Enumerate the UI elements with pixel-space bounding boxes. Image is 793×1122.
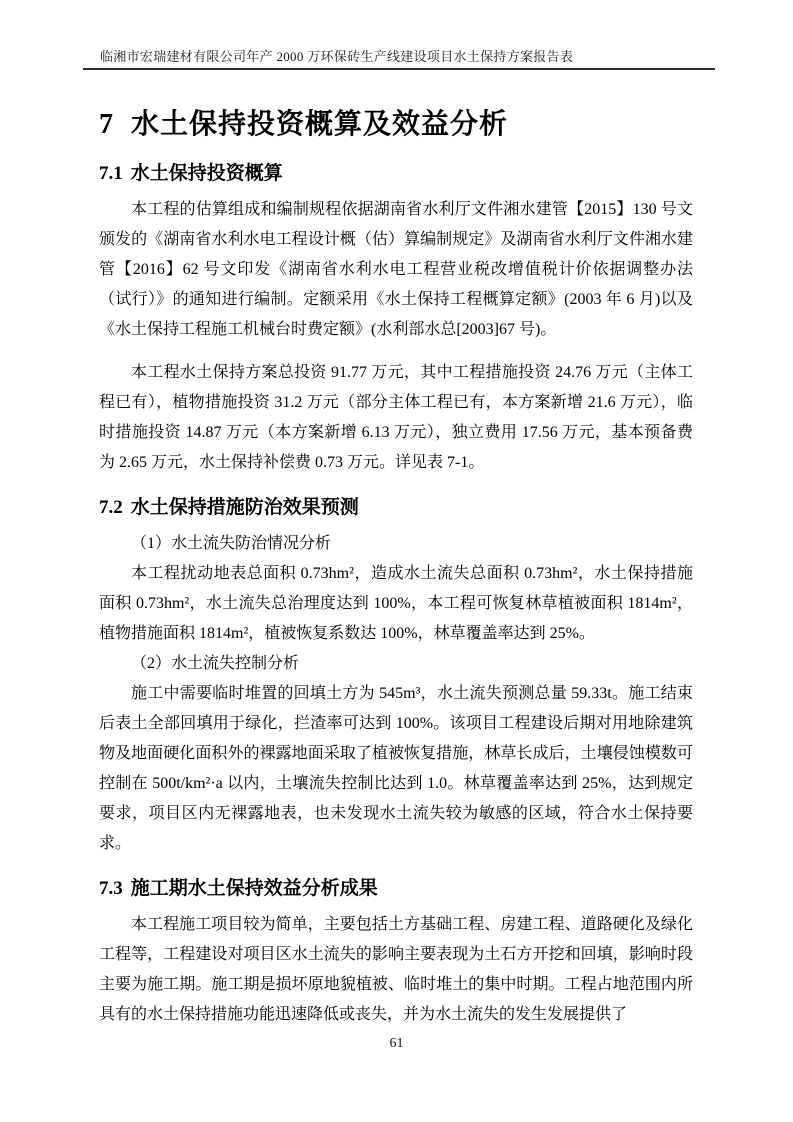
section-number: 7.3 — [99, 878, 123, 899]
section-title: 施工期水土保持效益分析成果 — [130, 878, 378, 899]
running-header-text: 临湘市宏瑞建材有限公司年产 2000 万环保砖生产线建设项目水土保持方案报告表 — [100, 49, 574, 64]
section-heading-7-2 — [99, 495, 693, 521]
section-heading-7-3 — [99, 876, 693, 902]
paragraph-investment-basis: 本工程的估算组成和编制规程依据湖南省水利厅文件湘水建管【2015】130 号文颁发的《湖南省水利水电工程设计概（估）算编制规定》及湖南省水利厅文件湘水建管【2016】62 号文印发《湖南省水利水电工程营业税改增值税计价依据调整办法（试行）》的通知进行编制。定额采用《水土保持工程概算定额》(2003 年 6 月)以及《水土保持工程施工机械台时费定额》(水利部水总[2003]67 号)。 — [99, 201, 693, 338]
paragraph-erosion-control: 施工中需要临时堆置的回填土方为 545m³，水土流失预测总量 59.33t。施工结束后表土全部回填用于绿化，拦渣率可达到 100%。该项目工程建设后期对用地除建筑物及地面硬化面积外的裸露地面采取了植被恢复措施，林草长成后，土壤侵蚀模数可控制在 500t/km²·a 以内，土壤流失控制比达到 1.0。林草覆盖率达到 25%，达到规定要求，项目区内无裸露地表，也未发现水土流失较为敏感的区域，符合水土保持要求。 — [99, 685, 693, 852]
chapter-number: 7 — [99, 109, 114, 140]
paragraph-erosion-prevention: 本工程扰动地表总面积 0.73hm²，造成水土流失总面积 0.73hm²，水土保持措施面积 0.73hm²，水土流失总治理度达到 100%，本工程可恢复林草植被面积 1814m²，植物措施面积 1814m²，植被恢复系数达 100%，林草覆盖率达到 25%。 — [99, 565, 693, 642]
header-rule — [83, 68, 715, 70]
paragraph-investment-summary: 本工程水土保持方案总投资 91.77 万元，其中工程措施投资 24.76 万元（主体工程已有），植物措施投资 31.2 万元（部分主体工程已有，本方案新增 21.6 万元），临时措施投资 14.87 万元（本方案新增 6.13 万元），独立费用 17.56 万元，基本预备费为 2.65 万元，水土保持补偿费 0.73 万元。详见表 7-1。 — [99, 364, 693, 471]
paragraph-construction-benefit: 本工程施工项目较为简单，主要包括土方基础工程、房建工程、道路硬化及绿化工程等，工程建设对项目区水土流失的影响主要表现为土石方开挖和回填，影响时段主要为施工期。施工期是损坏原地貌植被、临时堆土的集中时期。工程占地范围内所具有的水土保持措施功能迅速降低或丧失，并为水土流失的发生发展提供了 — [99, 916, 693, 1023]
chapter-title: 水土保持投资概算及效益分析 — [131, 109, 509, 140]
section-title: 水土保持投资概算 — [130, 163, 283, 184]
subitem-2-label: （2）水土流失控制分析 — [131, 655, 300, 672]
section-title: 水土保持措施防治效果预测 — [130, 497, 359, 518]
chapter-heading — [99, 106, 693, 144]
running-header — [83, 48, 715, 70]
section-number: 7.1 — [99, 163, 123, 184]
page-number: 61 — [389, 1036, 404, 1051]
page-body — [99, 106, 693, 1030]
subitem-1-label: （1）水土流失防治情况分析 — [131, 535, 332, 552]
section-heading-7-1 — [99, 161, 693, 187]
section-number: 7.2 — [99, 497, 123, 518]
